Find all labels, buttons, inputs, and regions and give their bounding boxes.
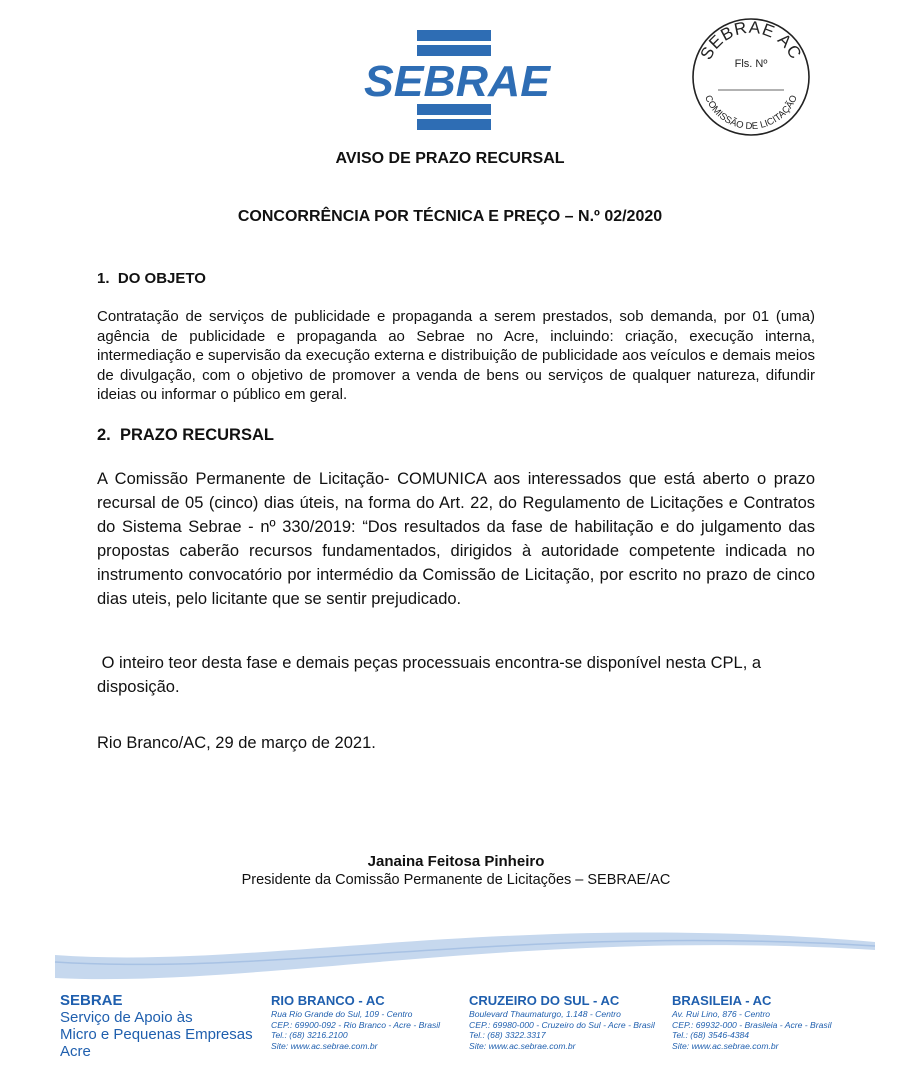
- office-cep: CEP.: 69932-000 - Brasileia - Acre - Brasil: [672, 1019, 832, 1030]
- office-site: Site: www.ac.sebrae.com.br: [672, 1040, 779, 1051]
- svg-text:COMISSÃO DE LICITAÇÃO: [702, 94, 800, 133]
- footer-org-line: Micro e Pequenas Empresas: [60, 1026, 253, 1043]
- svg-text:SEBRAE AC: [697, 18, 806, 63]
- document-subtitle: CONCORRÊNCIA POR TÉCNICA E PREÇO – N.º 02/2020: [237, 208, 663, 225]
- section-2-paragraph-2: O inteiro teor desta fase e demais peças processuais encontra-se disponível nesta CPL, a disposição.: [97, 654, 766, 696]
- office-tel: Tel.: (68) 3546-4384: [672, 1030, 750, 1040]
- logo-text: SEBRAE: [364, 57, 552, 106]
- section-2-heading: [97, 426, 274, 445]
- section-1-paragraph: Contratação de serviços de publicidade e propaganda a serem prestados, sob demanda, por 01 (uma) agência de publicidade e propaganda ao Sebrae no Acre, incluindo: criação, execução interna, intermediação e supervisão da execução externa e distribuição de publicidade aos veículos e demais meios de divulgação, com o objetivo de promover a venda de bens ou serviços de qualquer natureza, difundir ideias ou informar o público em geral.: [97, 308, 815, 403]
- document-title: AVISO DE PRAZO RECURSAL: [335, 150, 565, 167]
- office-city: BRASILEIA - AC: [672, 993, 772, 1008]
- footer-office-cruzeiro-do-sul: [469, 993, 655, 1051]
- sebrae-logo: [360, 28, 555, 130]
- seal-page-label: Fls. Nº: [734, 58, 768, 70]
- office-site: Site: www.ac.sebrae.com.br: [271, 1040, 378, 1051]
- office-tel: Tel.: (68) 3322.3317: [469, 1030, 546, 1040]
- signature-role: Presidente da Comissão Permanente de Licitações – SEBRAE/AC: [241, 872, 671, 888]
- signature-name: Janaina Feitosa Pinheiro: [367, 853, 545, 870]
- office-address: Boulevard Thaumaturgo, 1.148 - Centro: [469, 1009, 621, 1019]
- office-cep: CEP.: 69980-000 - Cruzeiro do Sul - Acre - Brasil: [469, 1019, 655, 1030]
- footer-organization: [60, 992, 253, 1060]
- footer-org-name: SEBRAE: [60, 992, 123, 1009]
- office-tel: Tel.: (68) 3216.2100: [271, 1030, 348, 1040]
- seal-top-text: SEBRAE AC: [696, 17, 806, 63]
- seal-bottom-text: COMISSÃO DE LICITAÇÃO: [702, 93, 800, 133]
- section-2-paragraph-1: A Comissão Permanente de Licitação- COMUNICA aos interessados que está aberto o prazo recursal de 05 (cinco) dias úteis, na forma do Art. 22, do Regulamento de Licitações e Contratos do Sistema Sebrae - nº 330/2019: “Dos resultados da fase de habilitação e do julgamento das propostas caberão recursos fundamentados, dirigidos à autoridade competente indicada no instrumento convocatório por intermédio da Comissão de Licitação, por escrito no prazo de cinco dias uteis, pelo licitante que se sentir prejudicado.: [97, 470, 815, 608]
- section-2-title: PRAZO RECURSAL: [119, 426, 274, 444]
- footer-office-brasileia: [672, 993, 832, 1051]
- section-1-heading: [97, 270, 206, 287]
- office-address: Av. Rui Lino, 876 - Centro: [672, 1009, 771, 1019]
- office-cep: CEP.: 69900-092 - Rio Branco - Acre - Brasil: [271, 1019, 441, 1030]
- footer-wave: [0, 900, 900, 995]
- office-site: Site: www.ac.sebrae.com.br: [469, 1040, 576, 1051]
- footer-office-rio-branco: [271, 993, 440, 1051]
- seal-ring: [690, 16, 812, 138]
- protocol-seal: [690, 16, 812, 138]
- section-1-title: DO OBJETO: [117, 270, 206, 287]
- place-date: Rio Branco/AC, 29 de março de 2021.: [97, 734, 376, 752]
- office-city: CRUZEIRO DO SUL - AC: [469, 993, 620, 1008]
- office-city: RIO BRANCO - AC: [271, 993, 385, 1008]
- footer-org-line: Acre: [60, 1043, 91, 1060]
- office-address: Rua Rio Grande do Sul, 109 - Centro: [271, 1009, 413, 1019]
- section-2-number: 2.: [97, 426, 111, 444]
- section-1-number: 1.: [97, 270, 110, 287]
- footer-org-line: Serviço de Apoio às: [60, 1009, 193, 1026]
